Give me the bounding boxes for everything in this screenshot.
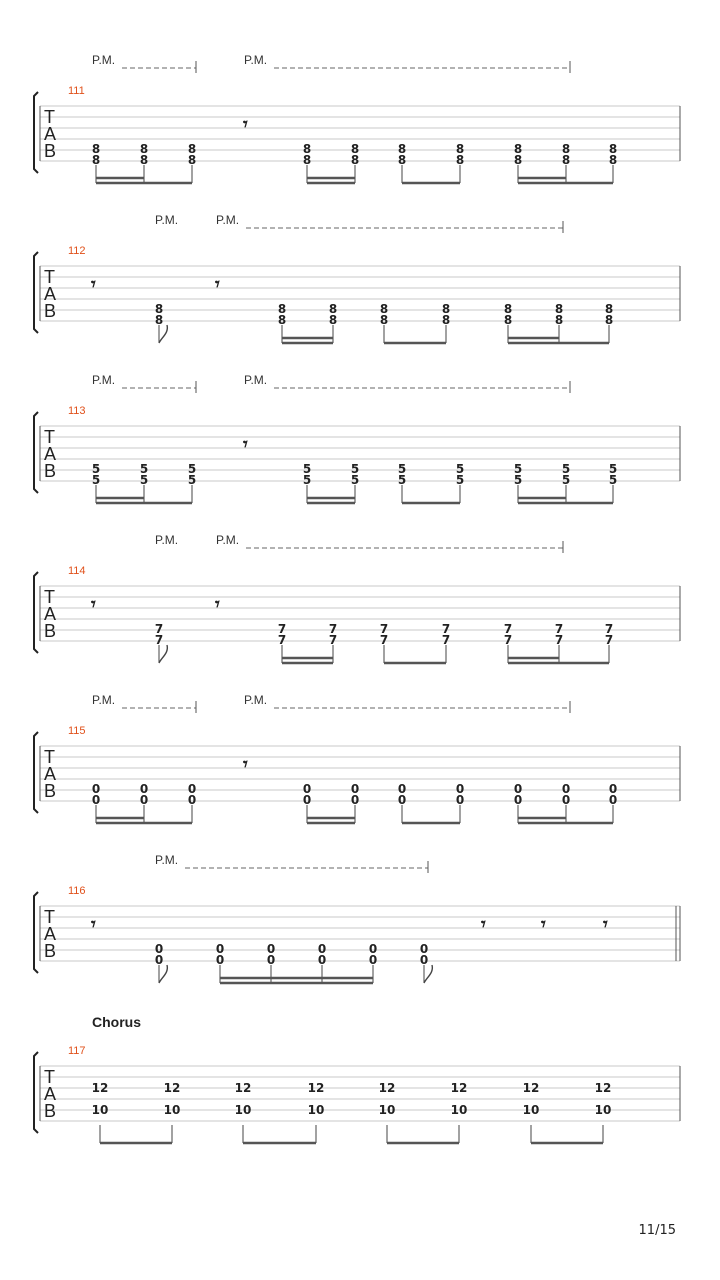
- fret-number: 8: [608, 153, 618, 167]
- fret-number: 8: [154, 302, 164, 316]
- tab-system-114: [34, 533, 680, 663]
- eighth-flag: [159, 645, 167, 663]
- fret-number: 0: [561, 793, 571, 807]
- fret-number: 7: [154, 622, 164, 636]
- fret-number: 8: [187, 142, 197, 156]
- tab-clef-t: T: [44, 907, 55, 927]
- fret-number: 10: [522, 1103, 540, 1117]
- fret-number: 8: [379, 313, 389, 327]
- system-bracket: [34, 412, 38, 493]
- fret-number: 0: [154, 942, 164, 956]
- system-bracket: [34, 252, 38, 333]
- tab-clef-b: B: [44, 1101, 57, 1121]
- fret-number: 0: [91, 782, 101, 796]
- palm-mute-label: P.M.: [155, 853, 179, 867]
- fret-number: 10: [378, 1103, 396, 1117]
- fret-number: 7: [154, 633, 164, 647]
- fret-number: 0: [455, 793, 465, 807]
- measure-number: 114: [68, 565, 86, 577]
- tab-clef-b: B: [44, 781, 57, 801]
- tab-clef-t: T: [44, 427, 55, 447]
- fret-number: 0: [455, 782, 465, 796]
- fret-number: 8: [328, 313, 338, 327]
- tab-clef-b: B: [44, 621, 57, 641]
- fret-number: 0: [561, 782, 571, 796]
- tab-system-111: [34, 53, 680, 183]
- fret-number: 8: [350, 153, 360, 167]
- fret-number: 8: [277, 313, 287, 327]
- tab-clef-t: T: [44, 747, 55, 767]
- eighth-rest: 𝄾: [541, 914, 546, 935]
- tab-clef-a: A: [44, 604, 57, 624]
- fret-number: 0: [350, 782, 360, 796]
- fret-number: 0: [419, 953, 429, 967]
- tab-system-117: [34, 1014, 680, 1143]
- fret-number: 0: [215, 942, 225, 956]
- fret-number: 8: [608, 142, 618, 156]
- tab-clef-b: B: [44, 301, 57, 321]
- page-number: 11/15: [638, 1223, 676, 1238]
- fret-number: 8: [554, 313, 564, 327]
- fret-number: 8: [604, 302, 614, 316]
- eighth-flag: [159, 325, 167, 343]
- fret-number: 8: [397, 153, 407, 167]
- fret-number: 0: [397, 782, 407, 796]
- fret-number: 10: [234, 1103, 252, 1117]
- eighth-rest: 𝄾: [91, 274, 96, 295]
- fret-number: 7: [379, 633, 389, 647]
- fret-number: 5: [302, 462, 312, 476]
- system-bracket: [34, 892, 38, 973]
- fret-number: 8: [328, 302, 338, 316]
- tab-system-112: [34, 213, 680, 343]
- tab-system-113: [34, 373, 680, 503]
- fret-number: 8: [302, 142, 312, 156]
- fret-number: 0: [317, 953, 327, 967]
- fret-number: 0: [139, 782, 149, 796]
- fret-number: 12: [307, 1081, 325, 1095]
- tab-clef-b: B: [44, 941, 57, 961]
- fret-number: 8: [91, 153, 101, 167]
- fret-number: 5: [302, 473, 312, 487]
- fret-number: 10: [91, 1103, 109, 1117]
- fret-number: 0: [608, 782, 618, 796]
- fret-number: 0: [154, 953, 164, 967]
- measure-number: 112: [68, 245, 86, 257]
- fret-number: 5: [350, 462, 360, 476]
- fret-number: 5: [397, 462, 407, 476]
- fret-number: 8: [513, 153, 523, 167]
- fret-number: 5: [608, 473, 618, 487]
- fret-number: 0: [317, 942, 327, 956]
- tab-clef-a: A: [44, 924, 57, 944]
- fret-number: 0: [397, 793, 407, 807]
- fret-number: 7: [441, 622, 451, 636]
- fret-number: 7: [503, 633, 513, 647]
- system-bracket: [34, 732, 38, 813]
- eighth-rest: 𝄾: [215, 274, 220, 295]
- eighth-rest: 𝄾: [215, 594, 220, 615]
- fret-number: 5: [455, 473, 465, 487]
- fret-number: 5: [139, 473, 149, 487]
- fret-number: 12: [522, 1081, 540, 1095]
- tab-clef-t: T: [44, 107, 55, 127]
- tab-clef-t: T: [44, 587, 55, 607]
- fret-number: 7: [554, 622, 564, 636]
- tab-clef-b: B: [44, 461, 57, 481]
- eighth-rest: 𝄾: [243, 754, 248, 775]
- fret-number: 0: [513, 793, 523, 807]
- measure-number: 117: [68, 1045, 86, 1057]
- fret-number: 8: [379, 302, 389, 316]
- eighth-flag: [424, 965, 432, 983]
- fret-number: 0: [302, 782, 312, 796]
- fret-number: 8: [455, 142, 465, 156]
- fret-number: 5: [187, 462, 197, 476]
- palm-mute-label: P.M.: [216, 213, 240, 227]
- fret-number: 10: [307, 1103, 325, 1117]
- system-bracket: [34, 572, 38, 653]
- fret-number: 0: [91, 793, 101, 807]
- tab-system-116: [34, 853, 680, 983]
- fret-number: 8: [397, 142, 407, 156]
- fret-number: 7: [503, 622, 513, 636]
- fret-number: 0: [266, 953, 276, 967]
- eighth-rest: 𝄾: [603, 914, 608, 935]
- fret-number: 0: [215, 953, 225, 967]
- fret-number: 8: [503, 313, 513, 327]
- measure-number: 113: [68, 405, 86, 417]
- fret-number: 7: [328, 633, 338, 647]
- eighth-rest: 𝄾: [243, 434, 248, 455]
- fret-number: 8: [139, 142, 149, 156]
- eighth-rest: 𝄾: [481, 914, 486, 935]
- tab-clef-a: A: [44, 124, 57, 144]
- fret-number: 12: [378, 1081, 396, 1095]
- fret-number: 8: [441, 313, 451, 327]
- fret-number: 12: [163, 1081, 181, 1095]
- fret-number: 12: [594, 1081, 612, 1095]
- eighth-rest: 𝄾: [91, 594, 96, 615]
- fret-number: 7: [277, 633, 287, 647]
- fret-number: 0: [187, 782, 197, 796]
- palm-mute-label: P.M.: [155, 213, 179, 227]
- fret-number: 8: [139, 153, 149, 167]
- fret-number: 5: [513, 462, 523, 476]
- tab-clef-b: B: [44, 141, 57, 161]
- fret-number: 5: [187, 473, 197, 487]
- system-bracket: [34, 1052, 38, 1133]
- fret-number: 0: [139, 793, 149, 807]
- palm-mute-label: P.M.: [92, 53, 116, 67]
- fret-number: 8: [441, 302, 451, 316]
- fret-number: 8: [554, 302, 564, 316]
- eighth-rest: 𝄾: [243, 114, 248, 135]
- fret-number: 8: [350, 142, 360, 156]
- fret-number: 8: [513, 142, 523, 156]
- fret-number: 7: [441, 633, 451, 647]
- tab-clef-a: A: [44, 444, 57, 464]
- palm-mute-label: P.M.: [244, 693, 268, 707]
- tab-clef-t: T: [44, 1067, 55, 1087]
- fret-number: 5: [561, 462, 571, 476]
- fret-number: 5: [139, 462, 149, 476]
- palm-mute-label: P.M.: [155, 533, 179, 547]
- fret-number: 7: [379, 622, 389, 636]
- fret-number: 0: [302, 793, 312, 807]
- fret-number: 5: [91, 473, 101, 487]
- palm-mute-label: P.M.: [244, 53, 268, 67]
- fret-number: 8: [561, 153, 571, 167]
- section-label: Chorus: [92, 1014, 141, 1030]
- tab-clef-a: A: [44, 1084, 57, 1104]
- fret-number: 7: [604, 622, 614, 636]
- eighth-flag: [159, 965, 167, 983]
- fret-number: 12: [91, 1081, 109, 1095]
- fret-number: 0: [187, 793, 197, 807]
- eighth-rest: 𝄾: [91, 914, 96, 935]
- palm-mute-label: P.M.: [92, 693, 116, 707]
- system-bracket: [34, 92, 38, 173]
- fret-number: 10: [594, 1103, 612, 1117]
- tab-clef-a: A: [44, 764, 57, 784]
- fret-number: 5: [608, 462, 618, 476]
- fret-number: 0: [266, 942, 276, 956]
- fret-number: 0: [368, 953, 378, 967]
- fret-number: 0: [419, 942, 429, 956]
- palm-mute-label: P.M.: [244, 373, 268, 387]
- fret-number: 7: [277, 622, 287, 636]
- fret-number: 0: [608, 793, 618, 807]
- tab-clef-a: A: [44, 284, 57, 304]
- fret-number: 5: [513, 473, 523, 487]
- fret-number: 12: [450, 1081, 468, 1095]
- palm-mute-label: P.M.: [92, 373, 116, 387]
- fret-number: 0: [350, 793, 360, 807]
- fret-number: 5: [397, 473, 407, 487]
- fret-number: 5: [455, 462, 465, 476]
- fret-number: 5: [350, 473, 360, 487]
- measure-number: 116: [68, 885, 86, 897]
- fret-number: 7: [328, 622, 338, 636]
- fret-number: 5: [91, 462, 101, 476]
- fret-number: 8: [455, 153, 465, 167]
- fret-number: 0: [513, 782, 523, 796]
- fret-number: 8: [91, 142, 101, 156]
- fret-number: 8: [604, 313, 614, 327]
- fret-number: 8: [302, 153, 312, 167]
- fret-number: 12: [234, 1081, 252, 1095]
- tab-system-115: [34, 693, 680, 823]
- fret-number: 8: [154, 313, 164, 327]
- palm-mute-label: P.M.: [216, 533, 240, 547]
- tab-clef-t: T: [44, 267, 55, 287]
- fret-number: 10: [163, 1103, 181, 1117]
- fret-number: 7: [604, 633, 614, 647]
- fret-number: 8: [187, 153, 197, 167]
- fret-number: 5: [561, 473, 571, 487]
- measure-number: 111: [68, 85, 85, 97]
- fret-number: 0: [368, 942, 378, 956]
- fret-number: 8: [503, 302, 513, 316]
- measure-number: 115: [68, 725, 86, 737]
- fret-number: 8: [561, 142, 571, 156]
- fret-number: 7: [554, 633, 564, 647]
- fret-number: 8: [277, 302, 287, 316]
- fret-number: 10: [450, 1103, 468, 1117]
